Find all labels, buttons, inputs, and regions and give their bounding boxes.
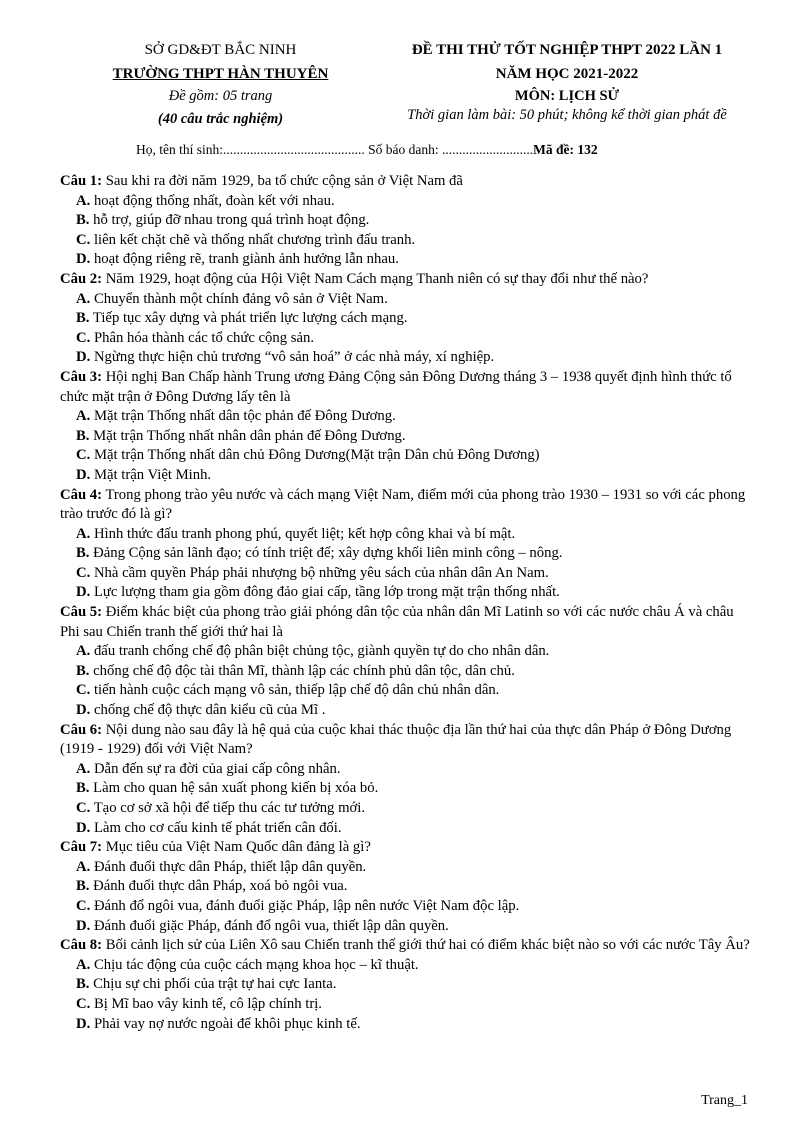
option-text: Đảng Cộng sản lãnh đạo; có tính triệt để; xây dựng khối liên minh công – nông. [93, 545, 563, 562]
question-text: Nội dung nào sau đây là hệ quả của cuộc khai thác thuộc địa lần thứ hai của thực dân Pháp ở Đông Dương (1919 - 1929) đối với Việt Nam? [60, 721, 732, 758]
answer-option [60, 956, 750, 976]
option-text: Đánh đuổi thực dân Pháp, xoá bỏ ngôi vua. [93, 878, 348, 895]
answer-option [60, 525, 750, 545]
answer-option [60, 427, 750, 447]
option-text: Đánh đổ ngôi vua, đánh đuổi giặc Pháp, lập nên nước Việt Nam độc lập. [93, 897, 520, 914]
option-text: Đánh đuổi thực dân Pháp, thiết lập dân quyền. [93, 858, 367, 875]
question-stem [60, 270, 750, 290]
option-letter: C. [76, 897, 91, 914]
option-letter: B. [76, 545, 90, 562]
answer-option [60, 407, 750, 427]
answer-option [60, 583, 750, 603]
question-text: Hội nghị Ban Chấp hành Trung ương Đảng Cộng sản Đông Dương tháng 3 – 1938 quyết định hình thức tổ chức mặt trận ở Đông Dương lấy tên là [60, 368, 732, 405]
option-text: Làm cho cơ cấu kinh tế phát triển cân đối. [93, 819, 342, 836]
header-left [88, 38, 353, 131]
option-letter: B. [76, 212, 90, 229]
option-text: Đánh đuổi giặc Pháp, đánh đổ ngôi vua, thiết lập dân quyền. [93, 917, 449, 934]
answer-option [60, 681, 750, 701]
header-right [362, 38, 772, 124]
option-text: liên kết chặt chẽ và thống nhất chương trình đấu tranh. [93, 231, 416, 248]
answer-option [60, 975, 750, 995]
answer-option [60, 564, 750, 584]
candidate-line [136, 140, 598, 160]
option-text: Tiếp tục xây dựng và phát triển lực lượng cách mạng. [92, 310, 408, 327]
option-text: Chịu tác động của cuộc cách mạng khoa học – kĩ thuật. [93, 956, 419, 973]
option-text: Mặt trận Thống nhất dân chủ Đông Dương(Mặt trận Dân chủ Đông Dương) [93, 447, 540, 464]
option-letter: A. [76, 525, 91, 542]
candidate-fields: Họ, tên thí sinh:.......................................... Số báo danh: ........................... [136, 142, 534, 157]
option-letter: A. [76, 290, 91, 307]
option-letter: B. [76, 427, 90, 444]
question-text: Sau khi ra đời năm 1929, ba tổ chức cộng sản ở Việt Nam đã [105, 173, 463, 189]
question-8 [60, 936, 750, 1034]
answer-option [60, 466, 750, 486]
answer-option [60, 231, 750, 251]
option-text: đấu tranh chống chế độ phân biệt chủng tộc, giành quyền tự do cho nhân dân. [93, 643, 550, 660]
option-text: Phân hóa thành các tổ chức cộng sản. [93, 329, 314, 346]
option-text: Làm cho quan hệ sản xuất phong kiến bị xóa bỏ. [93, 780, 379, 797]
question-stem [60, 486, 750, 525]
option-letter: C. [76, 564, 91, 581]
school-name: TRƯỜNG THPT HÀN THUYÊN [112, 66, 329, 82]
answer-option [60, 819, 750, 839]
answer-option [60, 917, 750, 937]
option-text: Bị Mĩ bao vây kinh tế, cô lập chính trị. [93, 995, 322, 1012]
question-6 [60, 721, 750, 839]
option-text: Mặt trận Thống nhất nhân dân phản đế Đông Dương. [93, 427, 406, 444]
option-text: Tạo cơ sở xã hội để tiếp thu các tư tưởng mới. [93, 800, 366, 816]
question-3 [60, 368, 750, 486]
option-text: Chuyển thành một chính đảng vô sản ở Việt Nam. [93, 290, 388, 307]
question-number: Câu 5: [60, 604, 103, 621]
exam-code: : 132 [569, 142, 598, 157]
answer-option [60, 544, 750, 564]
option-text: hoạt động riêng rẽ, tranh giành ảnh hưởng lẫn nhau. [93, 251, 399, 268]
option-text: Phải vay nợ nước ngoài để khôi phục kinh tế. [93, 1015, 361, 1032]
option-letter: B. [76, 976, 90, 993]
option-text: Hình thức đấu tranh phong phú, quyết liệt; kết hợp công khai và bí mật. [93, 525, 516, 542]
question-stem [60, 721, 750, 760]
option-text: hỗ trợ, giúp đỡ nhau trong quá trình hoạt động. [93, 212, 370, 229]
option-text: Chịu sự chi phối của trật tự hai cực Ianta. [93, 976, 337, 993]
option-letter: D. [76, 702, 91, 719]
option-letter: D. [76, 466, 91, 483]
option-text: Ngừng thực hiện chủ trương “vô sản hoá” ở các nhà máy, xí nghiệp. [93, 349, 495, 366]
answer-option [60, 760, 750, 780]
answer-option [60, 877, 750, 897]
question-stem [60, 368, 750, 407]
option-letter: A. [76, 858, 91, 875]
option-letter: D. [76, 1015, 91, 1032]
option-text: chống chế độ độc tài thân Mĩ, thành lập các chính phủ dân tộc, dân chủ. [93, 662, 515, 679]
option-text: Mặt trận Việt Minh. [93, 466, 212, 483]
answer-option [60, 1015, 750, 1035]
question-stem [60, 838, 750, 858]
option-letter: B. [76, 662, 90, 679]
question-text: Trong phong trào yêu nước và cách mạng Việt Nam, điểm mới của phong trào 1930 – 1931 so với các phong trào trước đó là gì? [60, 486, 746, 523]
exam-title: ĐỀ THI THỬ TỐT NGHIỆP THPT 2022 LẦN 1 [411, 42, 723, 58]
option-letter: A. [76, 643, 91, 660]
question-list [60, 172, 750, 1034]
answer-option [60, 211, 750, 231]
question-7 [60, 838, 750, 936]
option-letter: B. [76, 878, 90, 895]
school-year: NĂM HỌC 2021-2022 [495, 66, 639, 82]
time-limit: Thời gian làm bài: 50 phút; không kể thời gian phát đề [407, 107, 727, 123]
question-text: Điểm khác biệt của phong trào giải phóng dân tộc của nhân dân Mĩ Latinh so với các nước châu Á và châu Phi sau Chiến tranh thế giới thứ hai là [60, 604, 734, 640]
option-text: Lực lượng tham gia gồm đông đảo giai cấp, tầng lớp trong mặt trận thống nhất. [93, 584, 560, 601]
question-number: Câu 1: [60, 173, 103, 189]
option-text: Dẫn đến sự ra đời của giai cấp công nhân. [93, 760, 341, 777]
option-letter: D. [76, 349, 91, 366]
question-number: Câu 4: [60, 486, 103, 503]
answer-option [60, 192, 750, 212]
exam-code-label: Mã đề [533, 142, 570, 157]
answer-option [60, 858, 750, 878]
option-letter: B. [76, 780, 90, 797]
answer-option [60, 329, 750, 349]
question-5 [60, 603, 750, 721]
option-letter: A. [76, 956, 91, 973]
answer-option [60, 348, 750, 368]
option-letter: D. [76, 584, 91, 601]
question-text: Bối cảnh lịch sử của Liên Xô sau Chiến tranh thế giới thứ hai có điểm khác biệt nào so với các nước Tây Âu? [105, 937, 750, 954]
option-text: Nhà cầm quyền Pháp phải nhượng bộ những yêu sách của nhân dân An Nam. [93, 564, 549, 581]
question-1 [60, 172, 750, 270]
option-letter: C. [76, 447, 91, 464]
question-text: Mục tiêu của Việt Nam Quốc dân đảng là gì? [105, 839, 371, 856]
question-number: Câu 7: [60, 839, 103, 856]
option-letter: C. [76, 995, 91, 1012]
option-text: Mặt trận Thống nhất dân tộc phản đế Đông Dương. [93, 408, 396, 425]
option-letter: C. [76, 231, 91, 248]
answer-option [60, 799, 750, 819]
question-stem [60, 936, 750, 956]
page-count: Đề gồm: 05 trang [168, 88, 273, 104]
question-stem [60, 172, 750, 192]
question-4 [60, 486, 750, 604]
answer-option [60, 446, 750, 466]
answer-option [60, 309, 750, 329]
answer-option [60, 897, 750, 917]
question-number: Câu 6: [60, 721, 103, 738]
option-letter: D. [76, 251, 91, 268]
option-letter: D. [76, 917, 91, 934]
option-text: chống chế độ thực dân kiểu cũ của Mĩ . [93, 702, 326, 719]
department-name: SỞ GD&ĐT BẮC NINH [144, 42, 297, 58]
answer-option [60, 662, 750, 682]
answer-option [60, 995, 750, 1015]
question-count: (40 câu trắc nghiệm) [157, 111, 284, 127]
question-number: Câu 8: [60, 937, 103, 954]
option-text: hoạt động thống nhất, đoàn kết với nhau. [93, 192, 335, 209]
answer-option [60, 779, 750, 799]
answer-option [60, 290, 750, 310]
answer-option [60, 250, 750, 270]
question-number: Câu 2: [60, 270, 103, 287]
option-letter: A. [76, 192, 91, 209]
answer-option [60, 642, 750, 662]
option-letter: B. [76, 310, 90, 327]
answer-option [60, 701, 750, 721]
option-letter: A. [76, 760, 91, 777]
question-text: Năm 1929, hoạt động của Hội Việt Nam Cách mạng Thanh niên có sự thay đổi như thế nào? [105, 270, 649, 287]
question-number: Câu 3: [60, 368, 103, 385]
option-letter: C. [76, 800, 91, 816]
page-number: Trang_1 [701, 1093, 748, 1108]
option-letter: D. [76, 819, 91, 836]
question-stem [60, 603, 750, 642]
option-letter: C. [76, 329, 91, 346]
option-letter: C. [76, 682, 91, 699]
question-2 [60, 270, 750, 368]
subject: MÔN: LỊCH SỬ [514, 88, 620, 104]
option-text: tiến hành cuộc cách mạng vô sản, thiếp lập chế độ dân chủ nhân dân. [93, 682, 500, 699]
option-letter: A. [76, 408, 91, 425]
